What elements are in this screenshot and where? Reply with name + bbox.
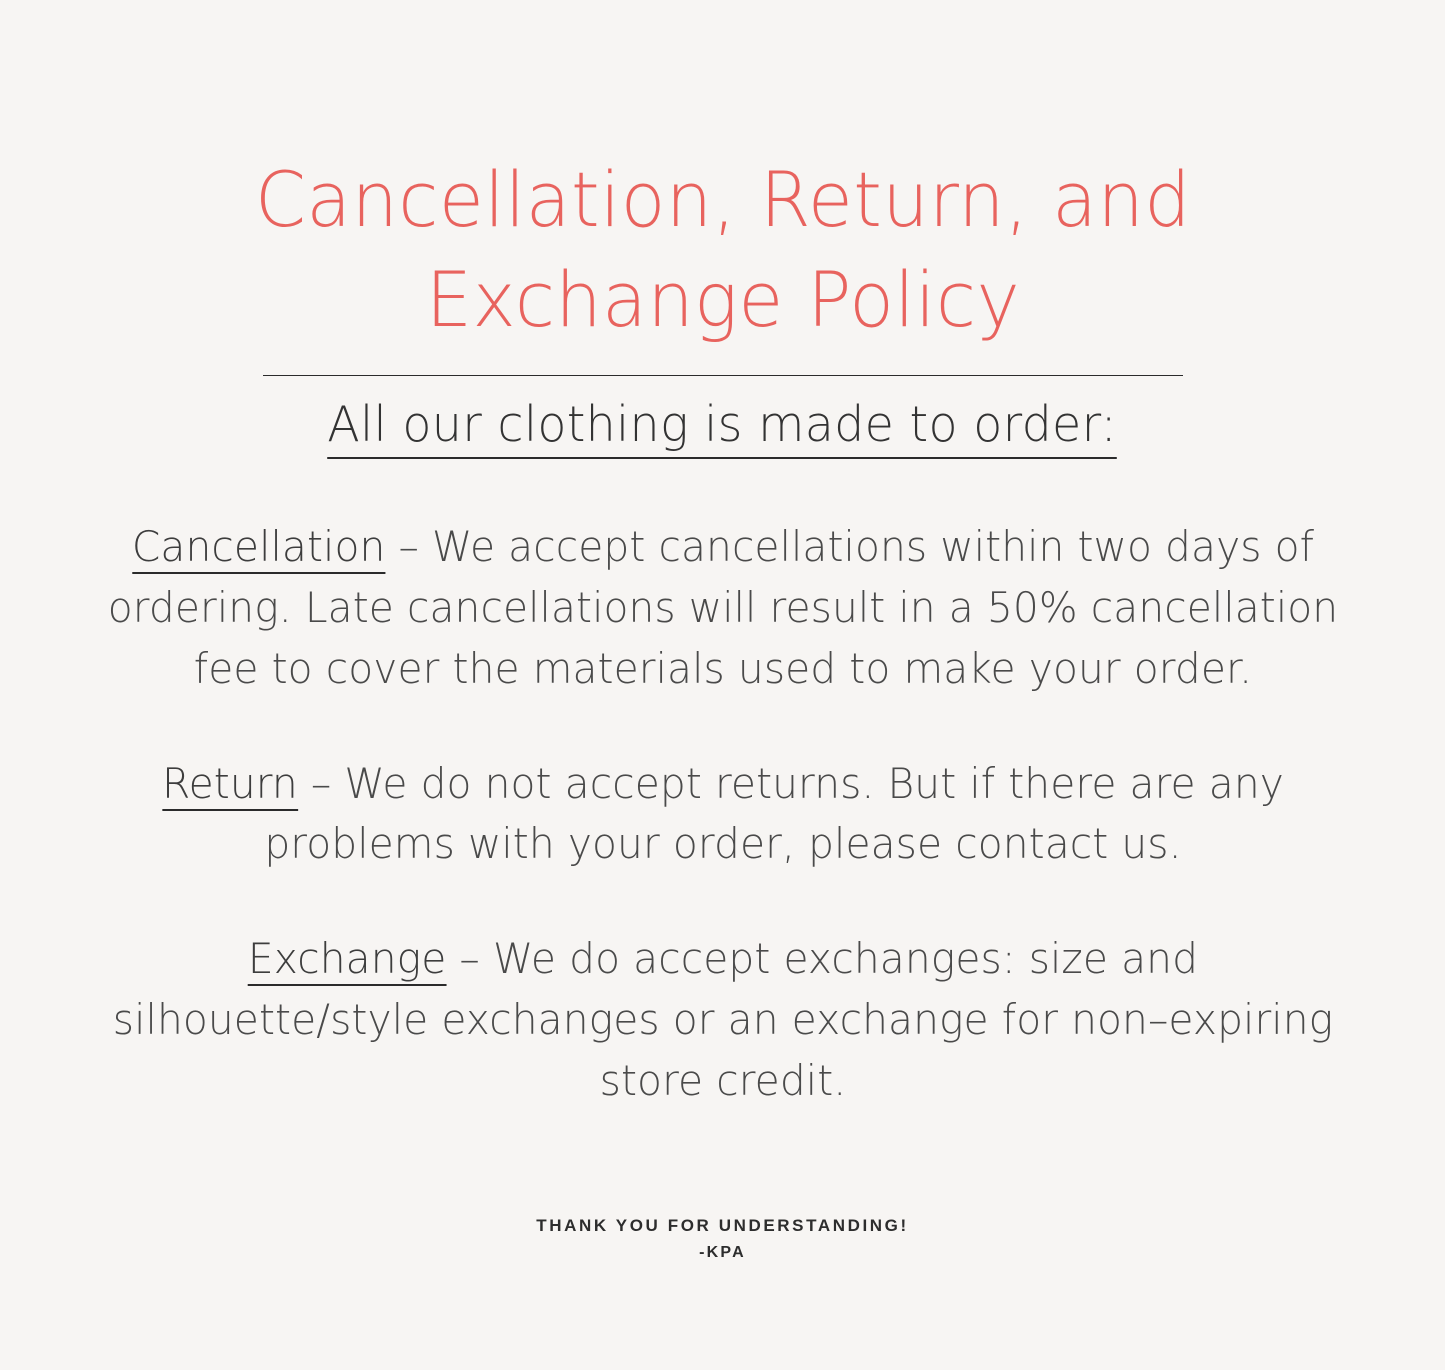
policy-section-return: [92, 754, 1353, 876]
section-term-return: Return: [162, 759, 298, 811]
footer: [0, 1216, 1445, 1262]
page-title: Cancellation, Return, and Exchange Policy: [254, 155, 1191, 345]
section-text-return: We do not accept returns. But if there are any problems with your order, please contact us.: [263, 758, 1284, 869]
section-term-cancellation: Cancellation: [131, 522, 385, 574]
title-block: [0, 0, 1445, 351]
subtitle-block: [0, 394, 1445, 459]
section-text-cancellation: We accept cancellations within two days of ordering. Late cancellations will result in a 50% cancellation fee to cover the materials used to make your order.: [107, 521, 1338, 693]
section-term-exchange: Exchange: [247, 934, 445, 986]
policy-section-exchange: [92, 929, 1353, 1112]
section-text-exchange: We do accept exchanges: size and silhouette/style exchanges or an exchange for non–expiring store credit.: [112, 934, 1333, 1106]
policy-sections: [73, 517, 1373, 1112]
header-divider: [263, 375, 1183, 376]
section-dash-exchange: –: [445, 934, 493, 984]
footer-signature: -KPA: [699, 1244, 746, 1261]
subtitle: All our clothing is made to order:: [328, 394, 1118, 459]
section-dash-return: –: [297, 758, 344, 808]
section-dash-cancellation: –: [384, 521, 432, 571]
footer-thank-you: THANK YOU FOR UNDERSTANDING!: [536, 1216, 909, 1235]
policy-section-cancellation: [92, 517, 1353, 700]
